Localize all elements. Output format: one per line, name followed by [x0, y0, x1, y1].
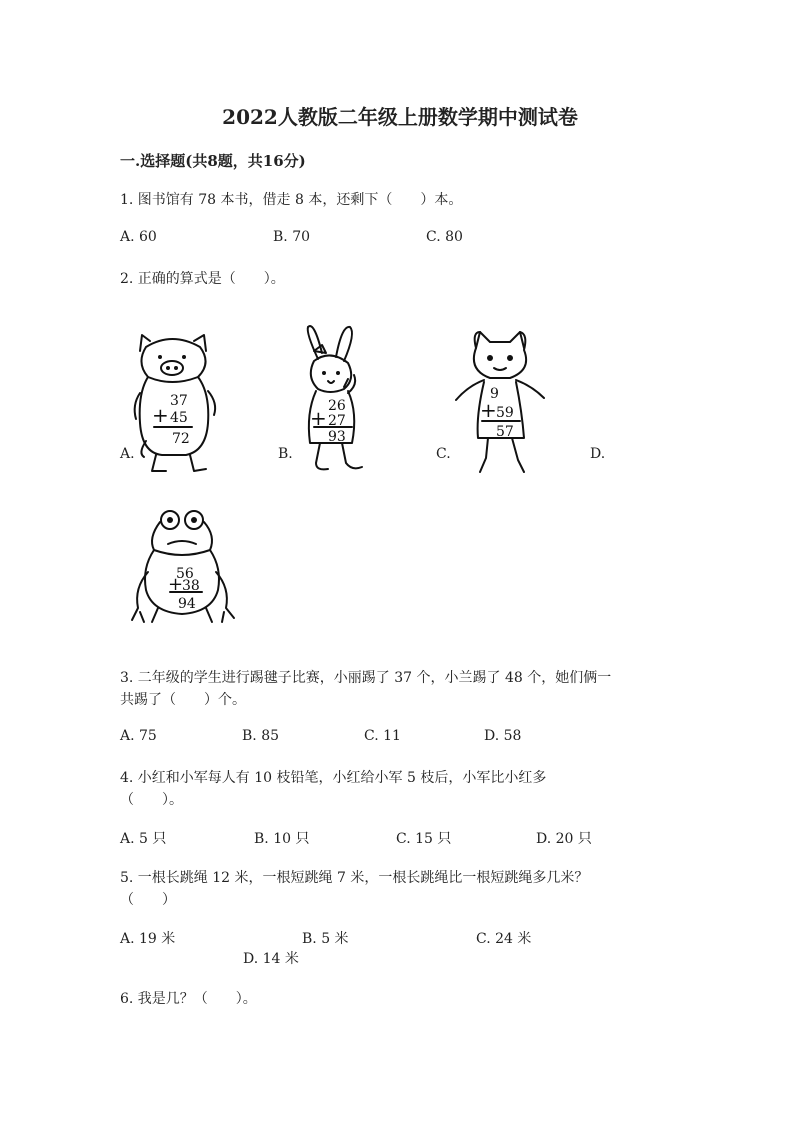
q3-option-b[interactable]: B. 85 [242, 728, 280, 744]
q5-option-c[interactable]: C. 24 米 [476, 931, 532, 947]
q4-option-c[interactable]: C. 15 只 [396, 831, 452, 847]
rabbit-addend-2: 27 [328, 413, 346, 429]
question-4-line-1: 4. 小红和小军每人有 10 枝铅笔，小红给小军 5 枝后，小军比小红多 [120, 770, 547, 786]
pig-plus-sign: + [152, 403, 169, 427]
cat-addend-1: 9 [490, 386, 499, 402]
question-6: 6. 我是几？（ ）。 [120, 991, 257, 1007]
question-3-line-1: 3. 二年级的学生进行踢毽子比赛，小丽踢了 37 个，小兰踢了 48 个，她们俩一 [120, 670, 612, 686]
question-1: 1. 图书馆有 78 本书，借走 8 本，还剩下（ ）本。 [120, 192, 463, 208]
q5-option-a[interactable]: A. 19 米 [120, 931, 176, 947]
frog-addend-1: 56 [176, 566, 194, 582]
pig-sum: 72 [172, 431, 190, 447]
q1-option-a[interactable]: A. 60 [120, 229, 157, 245]
question-3-line-2: 共踢了（ ）个。 [120, 692, 246, 708]
cat-sum: 57 [496, 424, 514, 440]
frog-plus-sign: + [168, 574, 184, 595]
pig-addend-1: 37 [170, 393, 188, 409]
q5-option-d[interactable]: D. 14 米 [243, 951, 299, 967]
rabbit-addend-1: 26 [328, 398, 346, 414]
question-5-line-2: （ ） [120, 892, 176, 908]
question-5-line-1: 5. 一根长跳绳 12 米，一根短跳绳 7 米，一根长跳绳比一根短跳绳多几米？ [120, 870, 589, 886]
cat-addend-2: 59 [496, 405, 514, 421]
q2-option-c[interactable]: C. [436, 446, 451, 462]
page-title: 2022人教版二年级上册数学期中测试卷 [222, 105, 578, 129]
frog-sum: 94 [178, 596, 196, 612]
question-4-line-2: （ ）。 [120, 792, 183, 808]
rabbit-sum: 93 [328, 429, 346, 445]
q5-option-b[interactable]: B. 5 米 [302, 931, 349, 947]
q3-option-d[interactable]: D. 58 [484, 728, 522, 744]
q3-option-c[interactable]: C. 11 [364, 728, 401, 744]
cat-plus-sign: + [480, 398, 497, 422]
pig-addend-2: 45 [170, 410, 188, 426]
q2-option-a[interactable]: A. [120, 446, 135, 462]
q3-option-a[interactable]: A. 75 [120, 728, 157, 744]
question-2: 2. 正确的算式是（ ）。 [120, 271, 285, 287]
q2-option-b[interactable]: B. [278, 446, 293, 462]
section-heading: 一.选择题(共8题，共16分) [120, 152, 306, 170]
q4-option-b[interactable]: B. 10 只 [254, 831, 310, 847]
frog-figure [130, 508, 240, 628]
q1-option-b[interactable]: B. 70 [273, 229, 311, 245]
rabbit-plus-sign: + [310, 406, 327, 430]
rabbit-figure [296, 323, 376, 478]
q1-option-c[interactable]: C. 80 [426, 229, 463, 245]
q4-option-d[interactable]: D. 20 只 [536, 831, 592, 847]
q2-option-d[interactable]: D. [590, 446, 606, 462]
cat-figure [450, 326, 550, 481]
frog-addend-2: 38 [182, 578, 200, 594]
q4-option-a[interactable]: A. 5 只 [120, 831, 167, 847]
pig-figure [132, 333, 222, 478]
